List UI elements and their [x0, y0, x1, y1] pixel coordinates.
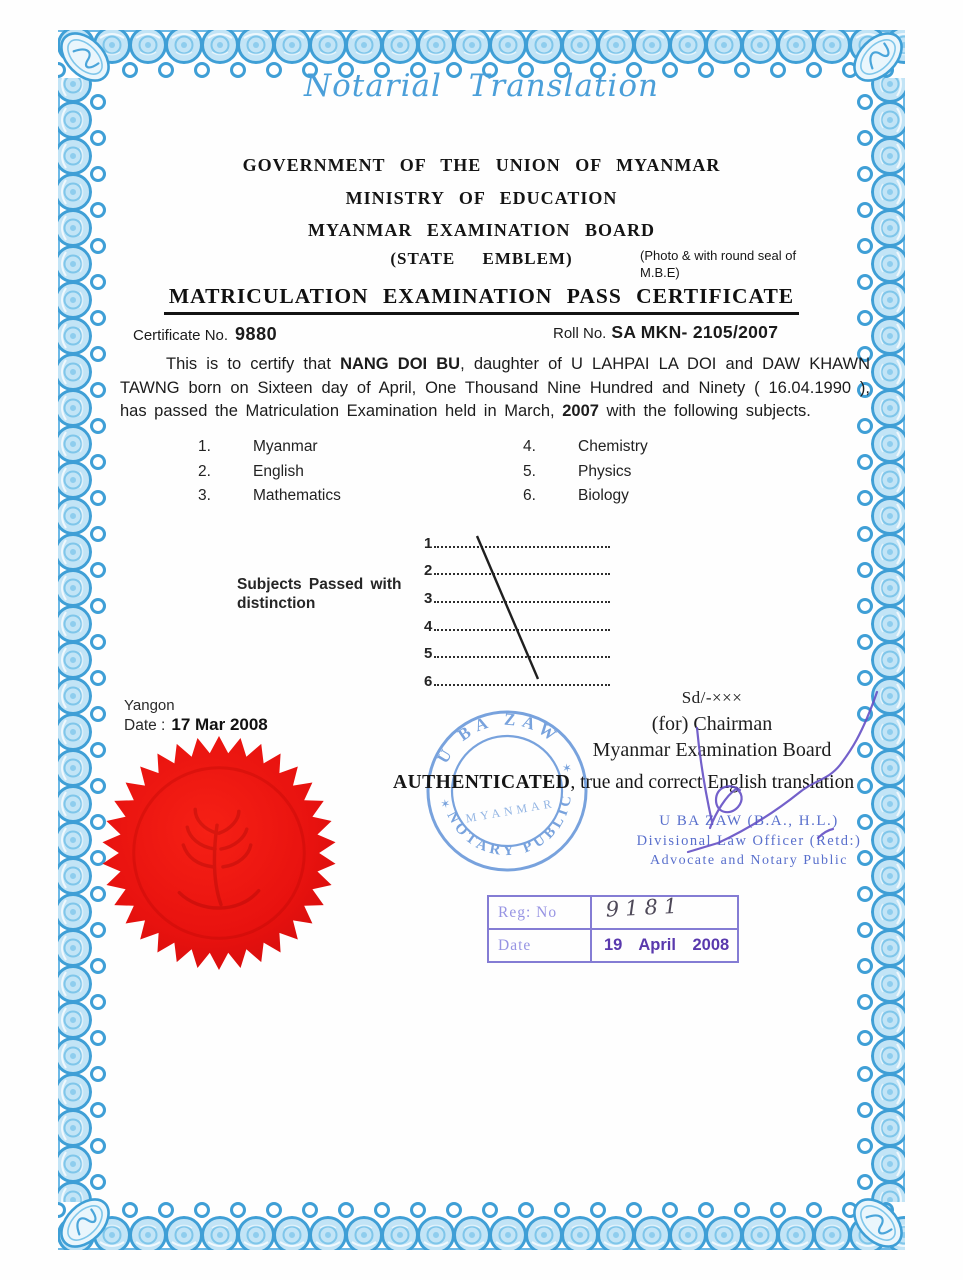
signatory-block — [556, 688, 868, 762]
subject-row — [523, 487, 753, 512]
subject-num: 3. — [198, 487, 211, 505]
distinction-row: 1 — [424, 524, 610, 552]
dotted-leader — [434, 629, 610, 631]
state-emblem-note: (STATE EMBLEM) — [390, 249, 573, 268]
subject-num: 2. — [198, 462, 211, 480]
dotted-leader — [434, 656, 610, 658]
subject-name: Mathematics — [253, 487, 341, 505]
subjects-list-right — [523, 438, 753, 512]
authenticated-line — [393, 772, 863, 794]
certificate-title: MATRICULATION EXAMINATION PASS CERTIFICATE — [164, 284, 799, 315]
subject-row — [198, 487, 428, 512]
distinction-row: 2 — [424, 552, 610, 580]
distinction-row: 6 — [424, 662, 610, 690]
roll-number-value: SA MKN- 2105/2007 — [611, 322, 779, 342]
notary-info-block — [615, 811, 883, 871]
subject-row — [523, 463, 753, 488]
notary-name: U BA ZAW (B.A., H.L.) — [659, 813, 839, 829]
distinction-row: 4 — [424, 607, 610, 635]
certificate-number-value: 9880 — [235, 324, 278, 344]
distinction-label — [237, 575, 432, 613]
authenticated-rest: , true and correct English translation — [570, 772, 855, 793]
reg-no-label: Reg: No — [488, 896, 591, 929]
distinction-row: 5 — [424, 635, 610, 663]
dotted-leader — [434, 684, 610, 686]
subjects-list-left — [198, 438, 428, 512]
sd-line: Sd/-××× — [681, 688, 743, 707]
stamp-star-right: ✶ — [560, 760, 574, 777]
roll-number — [553, 322, 778, 343]
dotted-leader — [434, 546, 610, 548]
distinction-row: 3 — [424, 579, 610, 607]
issue-place: Yangon — [124, 697, 175, 714]
subject-num: 1. — [198, 438, 211, 455]
subject-num: 6. — [523, 487, 536, 505]
subject-name: Chemistry — [578, 438, 648, 455]
examination-board: Myanmar Examination Board — [592, 739, 832, 761]
subject-name: English — [253, 462, 304, 480]
distinction-label-line1: Subjects Passed with — [237, 576, 402, 593]
main-title-wrap — [0, 284, 963, 315]
certify-paragraph: This is to certify that NANG DOI BU, daughter of U LAHPAI LA DOI and DAW KHAWN TAWNG born on Sixteen day of April, One Thousand Nine Hundred and Ninety ( 16.04.1990 ), has passed the Matriculation Examination held in March, 2007 with the following subjects. — [120, 355, 871, 421]
reg-no-value: 9181 — [605, 893, 684, 922]
authenticated-word: AUTHENTICATED — [393, 772, 571, 793]
roll-number-label: Roll No. — [553, 325, 607, 342]
issue-block — [124, 696, 268, 735]
for-chairman: (for) Chairman — [651, 713, 773, 735]
stamp-center-text: MYANMAR — [464, 795, 557, 826]
reg-date-value: 19 April 2008 — [604, 936, 730, 954]
subject-row — [198, 438, 428, 463]
certificate-number-label: Certificate No. — [133, 327, 229, 344]
notary-title: Divisional Law Officer (Retd:) — [636, 833, 862, 849]
red-notary-seal — [100, 734, 338, 972]
registration-stamp — [487, 895, 739, 963]
dotted-leader — [434, 573, 610, 575]
gov-line-3: MYANMAR EXAMINATION BOARD — [308, 220, 655, 240]
subject-num: 4. — [523, 438, 536, 455]
stamp-arc-top-text: U BA ZAW — [433, 709, 565, 767]
gov-line-2: MINISTRY OF EDUCATION — [345, 188, 618, 208]
subject-row — [523, 438, 753, 463]
certificate-number — [133, 324, 277, 345]
distinction-lines — [424, 524, 610, 690]
stamp-star-left: ✶ — [439, 796, 452, 812]
distinction-label-line2: distinction — [237, 595, 316, 612]
gov-line-1: GOVERNMENT OF THE UNION OF MYANMAR — [242, 155, 721, 175]
issue-date-label: Date : — [124, 717, 166, 734]
dotted-leader — [434, 601, 610, 603]
photo-seal-note: (Photo & with round seal of M.B.E) — [640, 248, 797, 280]
stamp-arc-bottom-text: NOTARY PUBLIC — [443, 790, 576, 860]
subject-name: Physics — [578, 462, 632, 480]
issue-date-value: 17 Mar 2008 — [171, 715, 268, 734]
notary-role: Advocate and Notary Public — [649, 853, 848, 868]
reg-date-label: Date — [488, 929, 591, 962]
notarial-translation-title: Notarial Translation — [304, 68, 659, 104]
subject-row — [198, 463, 428, 488]
subject-name: Myanmar — [253, 438, 318, 455]
subject-num: 5. — [523, 462, 536, 480]
subject-name: Biology — [578, 487, 629, 505]
